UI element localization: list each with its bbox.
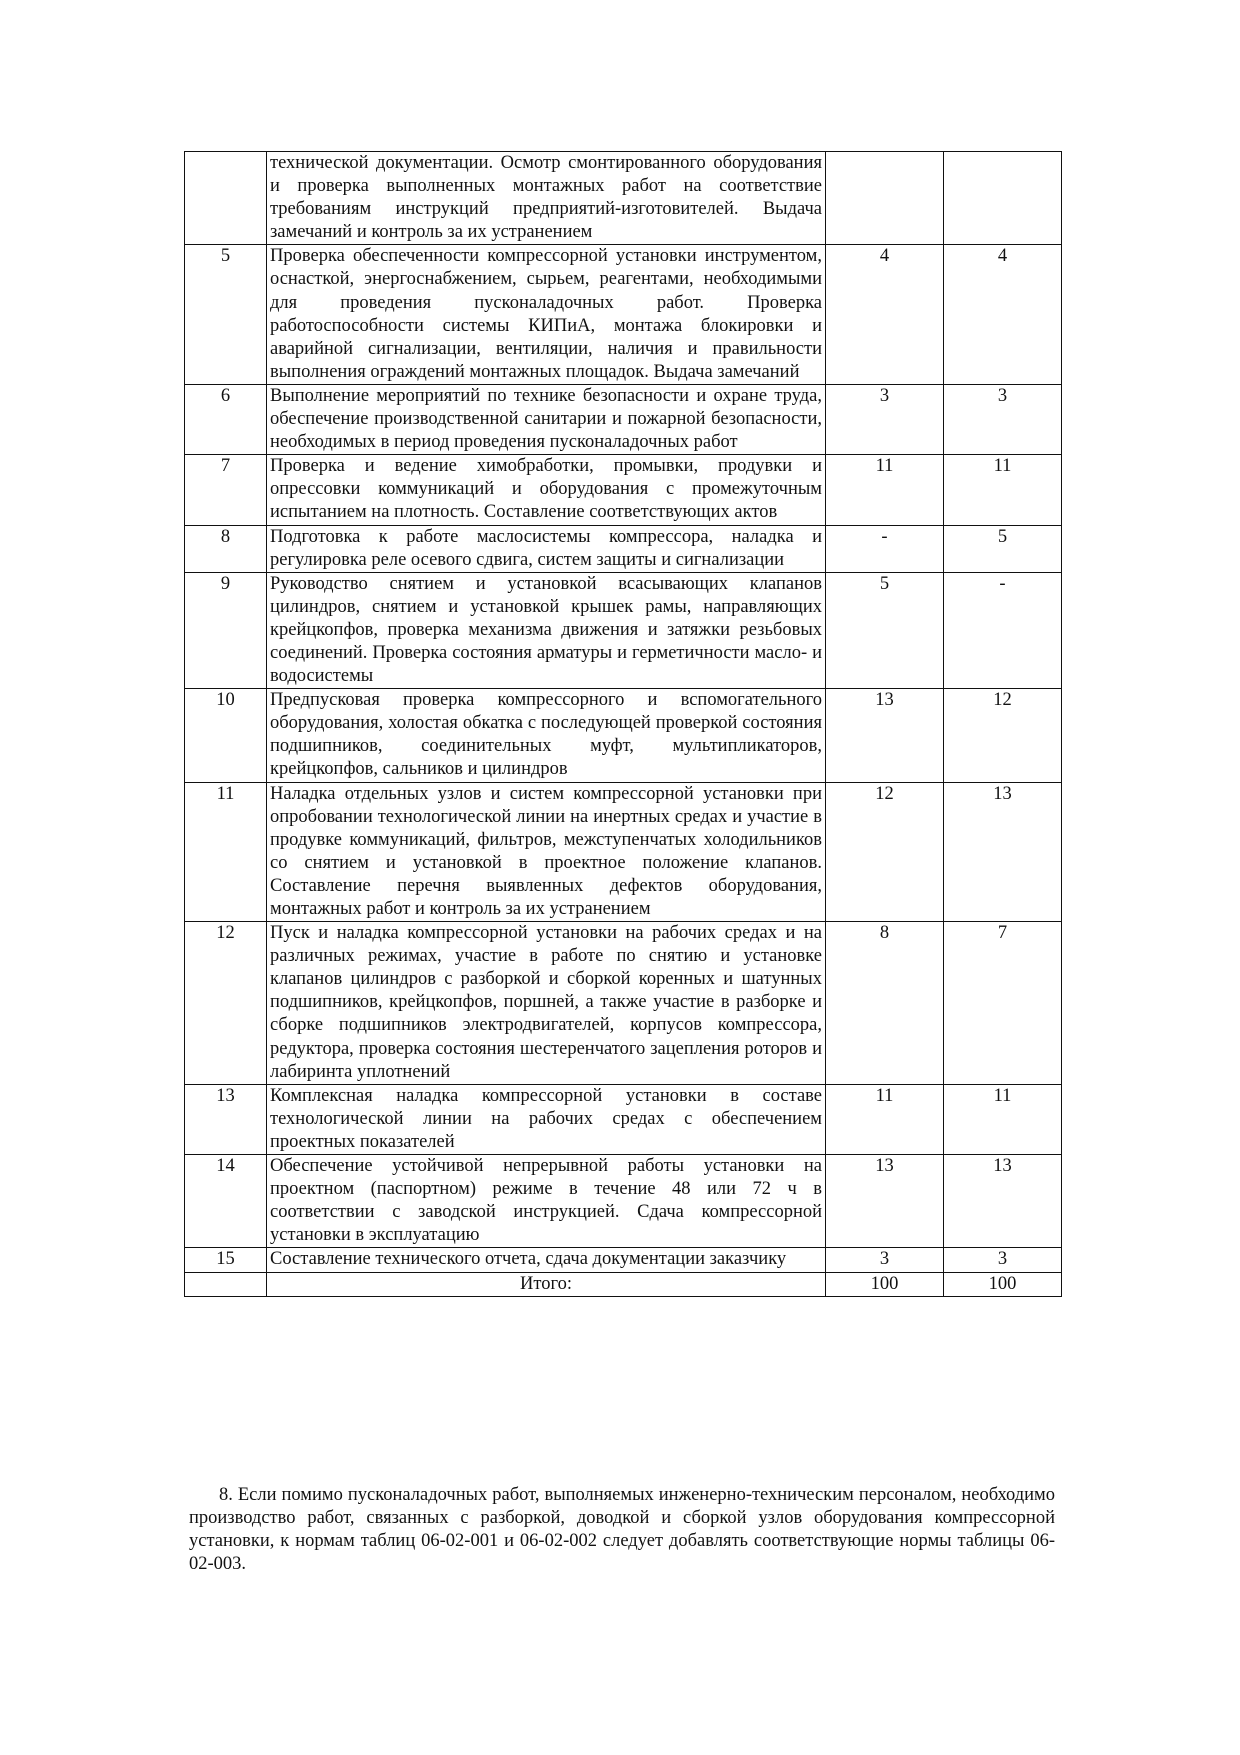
row-value-b: 11 <box>944 455 1062 525</box>
table-row <box>185 152 1062 245</box>
row-description: Подготовка к работе маслосистемы компрессора, наладка и регулировка реле осевого сдвига, систем защиты и сигнализации <box>267 525 826 572</box>
row-value-b: 13 <box>944 782 1062 922</box>
row-number: 14 <box>185 1155 267 1248</box>
row-description: Выполнение мероприятий по технике безопасности и охране труда, обеспечение производственной санитарии и пожарной безопасности, необходимых в период проведения пусконаладочных работ <box>267 384 826 454</box>
row-value-b: 12 <box>944 689 1062 782</box>
row-description: Проверка и ведение химобработки, промывки, продувки и опрессовки коммуникаций и оборудования с промежуточным испытанием на плотность. Составление соответствующих актов <box>267 455 826 525</box>
row-value-a: 5 <box>826 572 944 688</box>
row-value-b: 7 <box>944 922 1062 1085</box>
row-value-b: 13 <box>944 1155 1062 1248</box>
row-number: 12 <box>185 922 267 1085</box>
row-value-a <box>826 152 944 245</box>
row-value-a: 11 <box>826 1084 944 1154</box>
row-value-a: 13 <box>826 1155 944 1248</box>
row-value-a: 8 <box>826 922 944 1085</box>
row-description: Руководство снятием и установкой всасывающих клапанов цилиндров, снятием и установкой крышек рамы, направляющих крейцкопфов, проверка механизма движения и затяжки резьбовых соединений. Проверка состояния арматуры и герметичности масло- и водосистемы <box>267 572 826 688</box>
row-description: Проверка обеспеченности компрессорной установки инструментом, оснасткой, энергоснабжением, сырьем, реагентами, необходимыми для проведения пусконаладочных работ. Проверка работоспособности системы КИПиА, монтажа блокировки и аварийной сигнализации, вентиляции, наличия и правильности выполнения ограждений монтажных площадок. Выдача замечаний <box>267 245 826 385</box>
table-row <box>185 1248 1062 1272</box>
row-description: Обеспечение устойчивой непрерывной работы установки на проектном (паспортном) режиме в течение 48 или 72 ч в соответствии с заводской инструкцией. Сдача компрессорной установки в эксплуатацию <box>267 1155 826 1248</box>
total-value-a: 100 <box>826 1272 944 1296</box>
table-row <box>185 525 1062 572</box>
row-value-b: 4 <box>944 245 1062 385</box>
row-number: 7 <box>185 455 267 525</box>
row-value-b: 5 <box>944 525 1062 572</box>
row-value-b: 11 <box>944 1084 1062 1154</box>
row-number: 8 <box>185 525 267 572</box>
table-row <box>185 689 1062 782</box>
note-paragraph: 8. Если помимо пусконаладочных работ, выполняемых инженерно-техническим персоналом, необходимо производство работ, связанных с разборкой, доводкой и сборкой узлов оборудования компрессорной установки, к нормам таблиц 06-02-001 и 06-02-002 следует добавлять соответствующие нормы таблицы 06-02-003. <box>189 1485 1055 1575</box>
table-row <box>185 384 1062 454</box>
row-value-a: - <box>826 525 944 572</box>
row-number: 13 <box>185 1084 267 1154</box>
row-value-b <box>944 152 1062 245</box>
total-row <box>185 1272 1062 1296</box>
row-number: 15 <box>185 1248 267 1272</box>
row-description: Комплексная наладка компрессорной установки в составе технологической линии на рабочих средах с обеспечением проектных показателей <box>267 1084 826 1154</box>
table-row <box>185 245 1062 385</box>
row-description: Составление технического отчета, сдача документации заказчику <box>267 1248 826 1272</box>
row-value-a: 4 <box>826 245 944 385</box>
table-row <box>185 782 1062 922</box>
total-value-b: 100 <box>944 1272 1062 1296</box>
table-row <box>185 1084 1062 1154</box>
row-description: Пуск и наладка компрессорной установки на рабочих средах и на различных режимах, участие в работе по снятию и установке клапанов цилиндров с разборкой и сборкой коренных и шатунных подшипников, крейцкопфов, поршней, а также участие в разборке и сборке подшипников электродвигателей, корпусов компрессора, редуктора, проверка состояния шестеренчатого зацепления роторов и лабиринта уплотнений <box>267 922 826 1085</box>
row-value-a: 13 <box>826 689 944 782</box>
row-value-a: 3 <box>826 1248 944 1272</box>
row-number <box>185 152 267 245</box>
row-description: Наладка отдельных узлов и систем компрессорной установки при опробовании технологической линии на инертных средах и участие в продувке коммуникаций, фильтров, межступенчатых холодильников со снятием и установкой в проектное положение клапанов. Составление перечня выявленных дефектов оборудования, монтажных работ и контроль за их устранением <box>267 782 826 922</box>
row-value-b: 3 <box>944 1248 1062 1272</box>
row-description: Предпусковая проверка компрессорного и вспомогательного оборудования, холостая обкатка с последующей проверкой состояния подшипников, соединительных муфт, мультипликаторов, крейцкопфов, сальников и цилиндров <box>267 689 826 782</box>
row-number: 10 <box>185 689 267 782</box>
table-row <box>185 572 1062 688</box>
row-value-a: 12 <box>826 782 944 922</box>
table-row <box>185 455 1062 525</box>
works-table-body <box>185 152 1062 1297</box>
row-number: 6 <box>185 384 267 454</box>
row-value-b: - <box>944 572 1062 688</box>
table-row <box>185 922 1062 1085</box>
works-table <box>184 151 1062 1297</box>
table-row <box>185 1155 1062 1248</box>
row-number: 9 <box>185 572 267 688</box>
total-spacer-cell <box>185 1272 267 1296</box>
total-label: Итого: <box>267 1272 826 1296</box>
row-number: 5 <box>185 245 267 385</box>
row-value-b: 3 <box>944 384 1062 454</box>
row-value-a: 11 <box>826 455 944 525</box>
row-number: 11 <box>185 782 267 922</box>
row-description: технической документации. Осмотр смонтированного оборудования и проверка выполненных монтажных работ на соответствие требованиям инструкций предприятий-изготовителей. Выдача замечаний и контроль за их устранением <box>267 152 826 245</box>
row-value-a: 3 <box>826 384 944 454</box>
